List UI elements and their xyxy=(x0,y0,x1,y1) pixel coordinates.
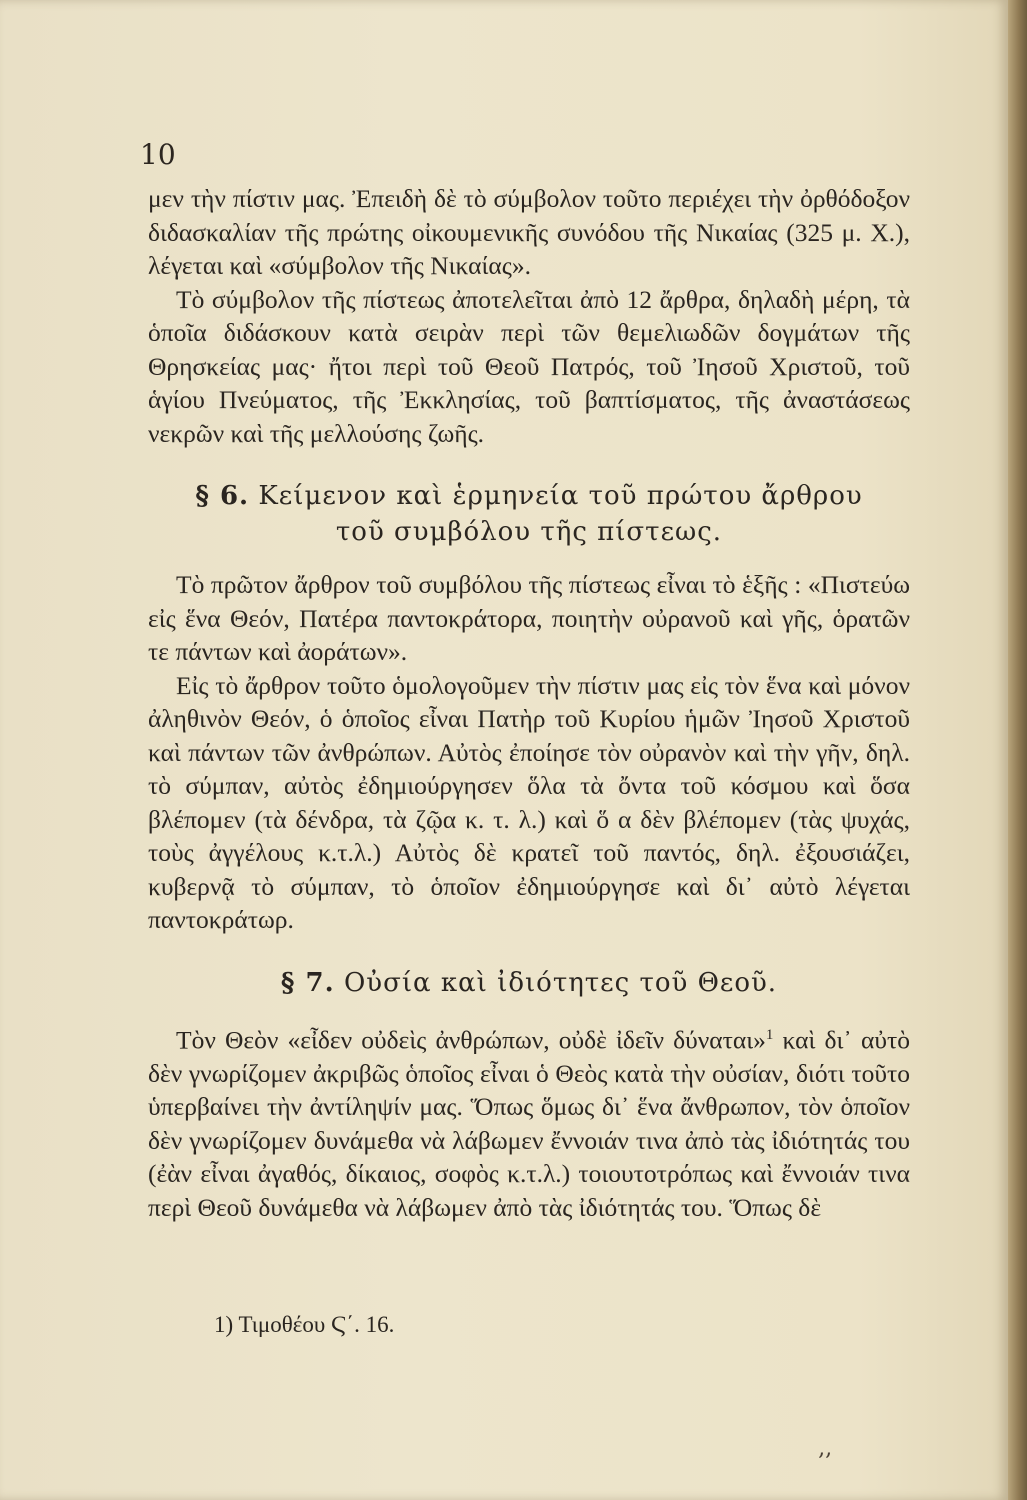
paragraph-5 xyxy=(148,1019,910,1225)
footnote-reference: 1 xyxy=(765,1026,774,1043)
section-6-symbol: § 6. xyxy=(195,481,250,511)
page-number: 10 xyxy=(140,138,176,171)
page-edge xyxy=(1008,0,1027,1500)
section-6-heading xyxy=(148,478,910,550)
main-text xyxy=(148,182,910,1224)
paragraph-4: Εἰς τὸ ἄρθρον τοῦτο ὁμολογοῦμεν τὴν πίστιν μας εἰς τὸν ἕνα καὶ μόνον ἀληθινὸν Θεόν, ὁ ὁποῖος εἶναι Πατὴρ τοῦ Κυρίου ἡμῶν Ἰησοῦ Χριστοῦ καὶ πάντων τῶν ἀνθρώπων. Αὐτὸς ἐποίησε τὸν οὐρανὸν καὶ τὴν γῆν, δηλ. τὸ σύμπαν, αὐτὸς ἐδημιούργησεν ὅλα τὰ ὄντα τοῦ κόσμου καὶ ὅσα βλέπομεν (τὰ δένδρα, τὰ ζῷα κ. τ. λ.) καὶ ὅ α δὲν βλέπομεν (τὰς ψυχάς, τοὺς ἀγγέλους κ.τ.λ.) Αὐτὸς δὲ κρατεῖ τοῦ παντός, δηλ. ἐξουσιάζει, κυβερνᾷ τὸ σύμπαν, τὸ ὁποῖον ἐδημιούργησε καὶ δι᾽ αὐτὸ λέγεται παντοκράτωρ. xyxy=(148,670,910,934)
stray-mark: ‚‚ xyxy=(818,1436,832,1461)
paragraph-3: Τὸ πρῶτον ἄρθρον τοῦ συμβόλου τῆς πίστεως εἶναι τὸ ἑξῆς : «Πιστεύω εἰς ἕνα Θεόν, Πατέρα παντοκράτορα, ποιητὴν οὐρανοῦ καὶ γῆς, ὁρατῶν τε πάντων καὶ ἀοράτων». xyxy=(148,570,910,666)
section-6-title-line2: τοῦ συμβόλου τῆς πίστεως. xyxy=(335,517,723,547)
footnote: 1) Τιμοθέου Ϛ΄. 16. xyxy=(214,1312,395,1337)
paragraph-5-part-a: Τὸν Θεὸν «εἶδεν οὐδεὶς ἀνθρώπων, οὐδὲ ἰδεῖν δύναται» xyxy=(176,1025,766,1054)
paragraph-2: Τὸ σύμβολον τῆς πίστεως ἀποτελεῖται ἀπὸ 12 ἄρθρα, δηλαδὴ μέρη, τὰ ὁποῖα διδάσκουν κατὰ σειρὰν περὶ τῶν θεμελιωδῶν δογμάτων τῆς Θρησκείας μας· ἤτοι περὶ τοῦ Θεοῦ Πατρός, τοῦ Ἰησοῦ Χριστοῦ, τοῦ ἁγίου Πνεύματος, τῆς Ἐκκλησίας, τοῦ βαπτίσματος, τῆς ἀναστάσεως νεκρῶν καὶ τῆς μελλούσης ζωῆς. xyxy=(148,284,910,448)
paragraph-1: μεν τὴν πίστιν μας. Ἐπειδὴ δὲ τὸ σύμβολον τοῦτο περιέχει τὴν ὀρθόδοξον διδασκαλίαν τῆς πρώτης οἰκουμενικῆς συνόδου τῆς Νικαίας (325 μ. Χ.), λέγεται καὶ «σύμβολον τῆς Νικαίας». xyxy=(148,184,910,280)
paragraph-5-part-b: καὶ δι᾽ αὐτὸ δὲν γνωρίζομεν ἀκριβῶς ὁποῖος εἶναι ὁ Θεὸς κατὰ τὴν οὐσίαν, διότι τοῦτο ὑπερβαίνει τὴν ἀντίληψίν μας. Ὅπως ὅμως δι᾽ ἕνα ἄνθρωπον, τὸν ὁποῖον δὲν γνωρίζομεν δυνάμεθα νὰ λάβωμεν ἔννοιάν τινα ἀπὸ τὰς ἰδιότητάς του (ἐὰν εἶναι ἀγαθός, δίκαιος, σοφὸς κ.τ.λ.) τοιουτοτρόπως καὶ ἔννοιάν τινα περὶ Θεοῦ δυνάμεθα νὰ λάβωμεν ἀπὸ τὰς ἰδιότητάς του. Ὅπως δὲ xyxy=(148,1025,910,1222)
section-7-heading xyxy=(148,965,910,1001)
section-7-title: Οὐσία καὶ ἰδιότητες τοῦ Θεοῦ. xyxy=(343,967,778,998)
section-7-symbol: § 7. xyxy=(280,967,335,998)
section-6-title-line1: Κείμενον καὶ ἑρμηνεία τοῦ πρώτου ἄρθρου xyxy=(258,481,863,511)
